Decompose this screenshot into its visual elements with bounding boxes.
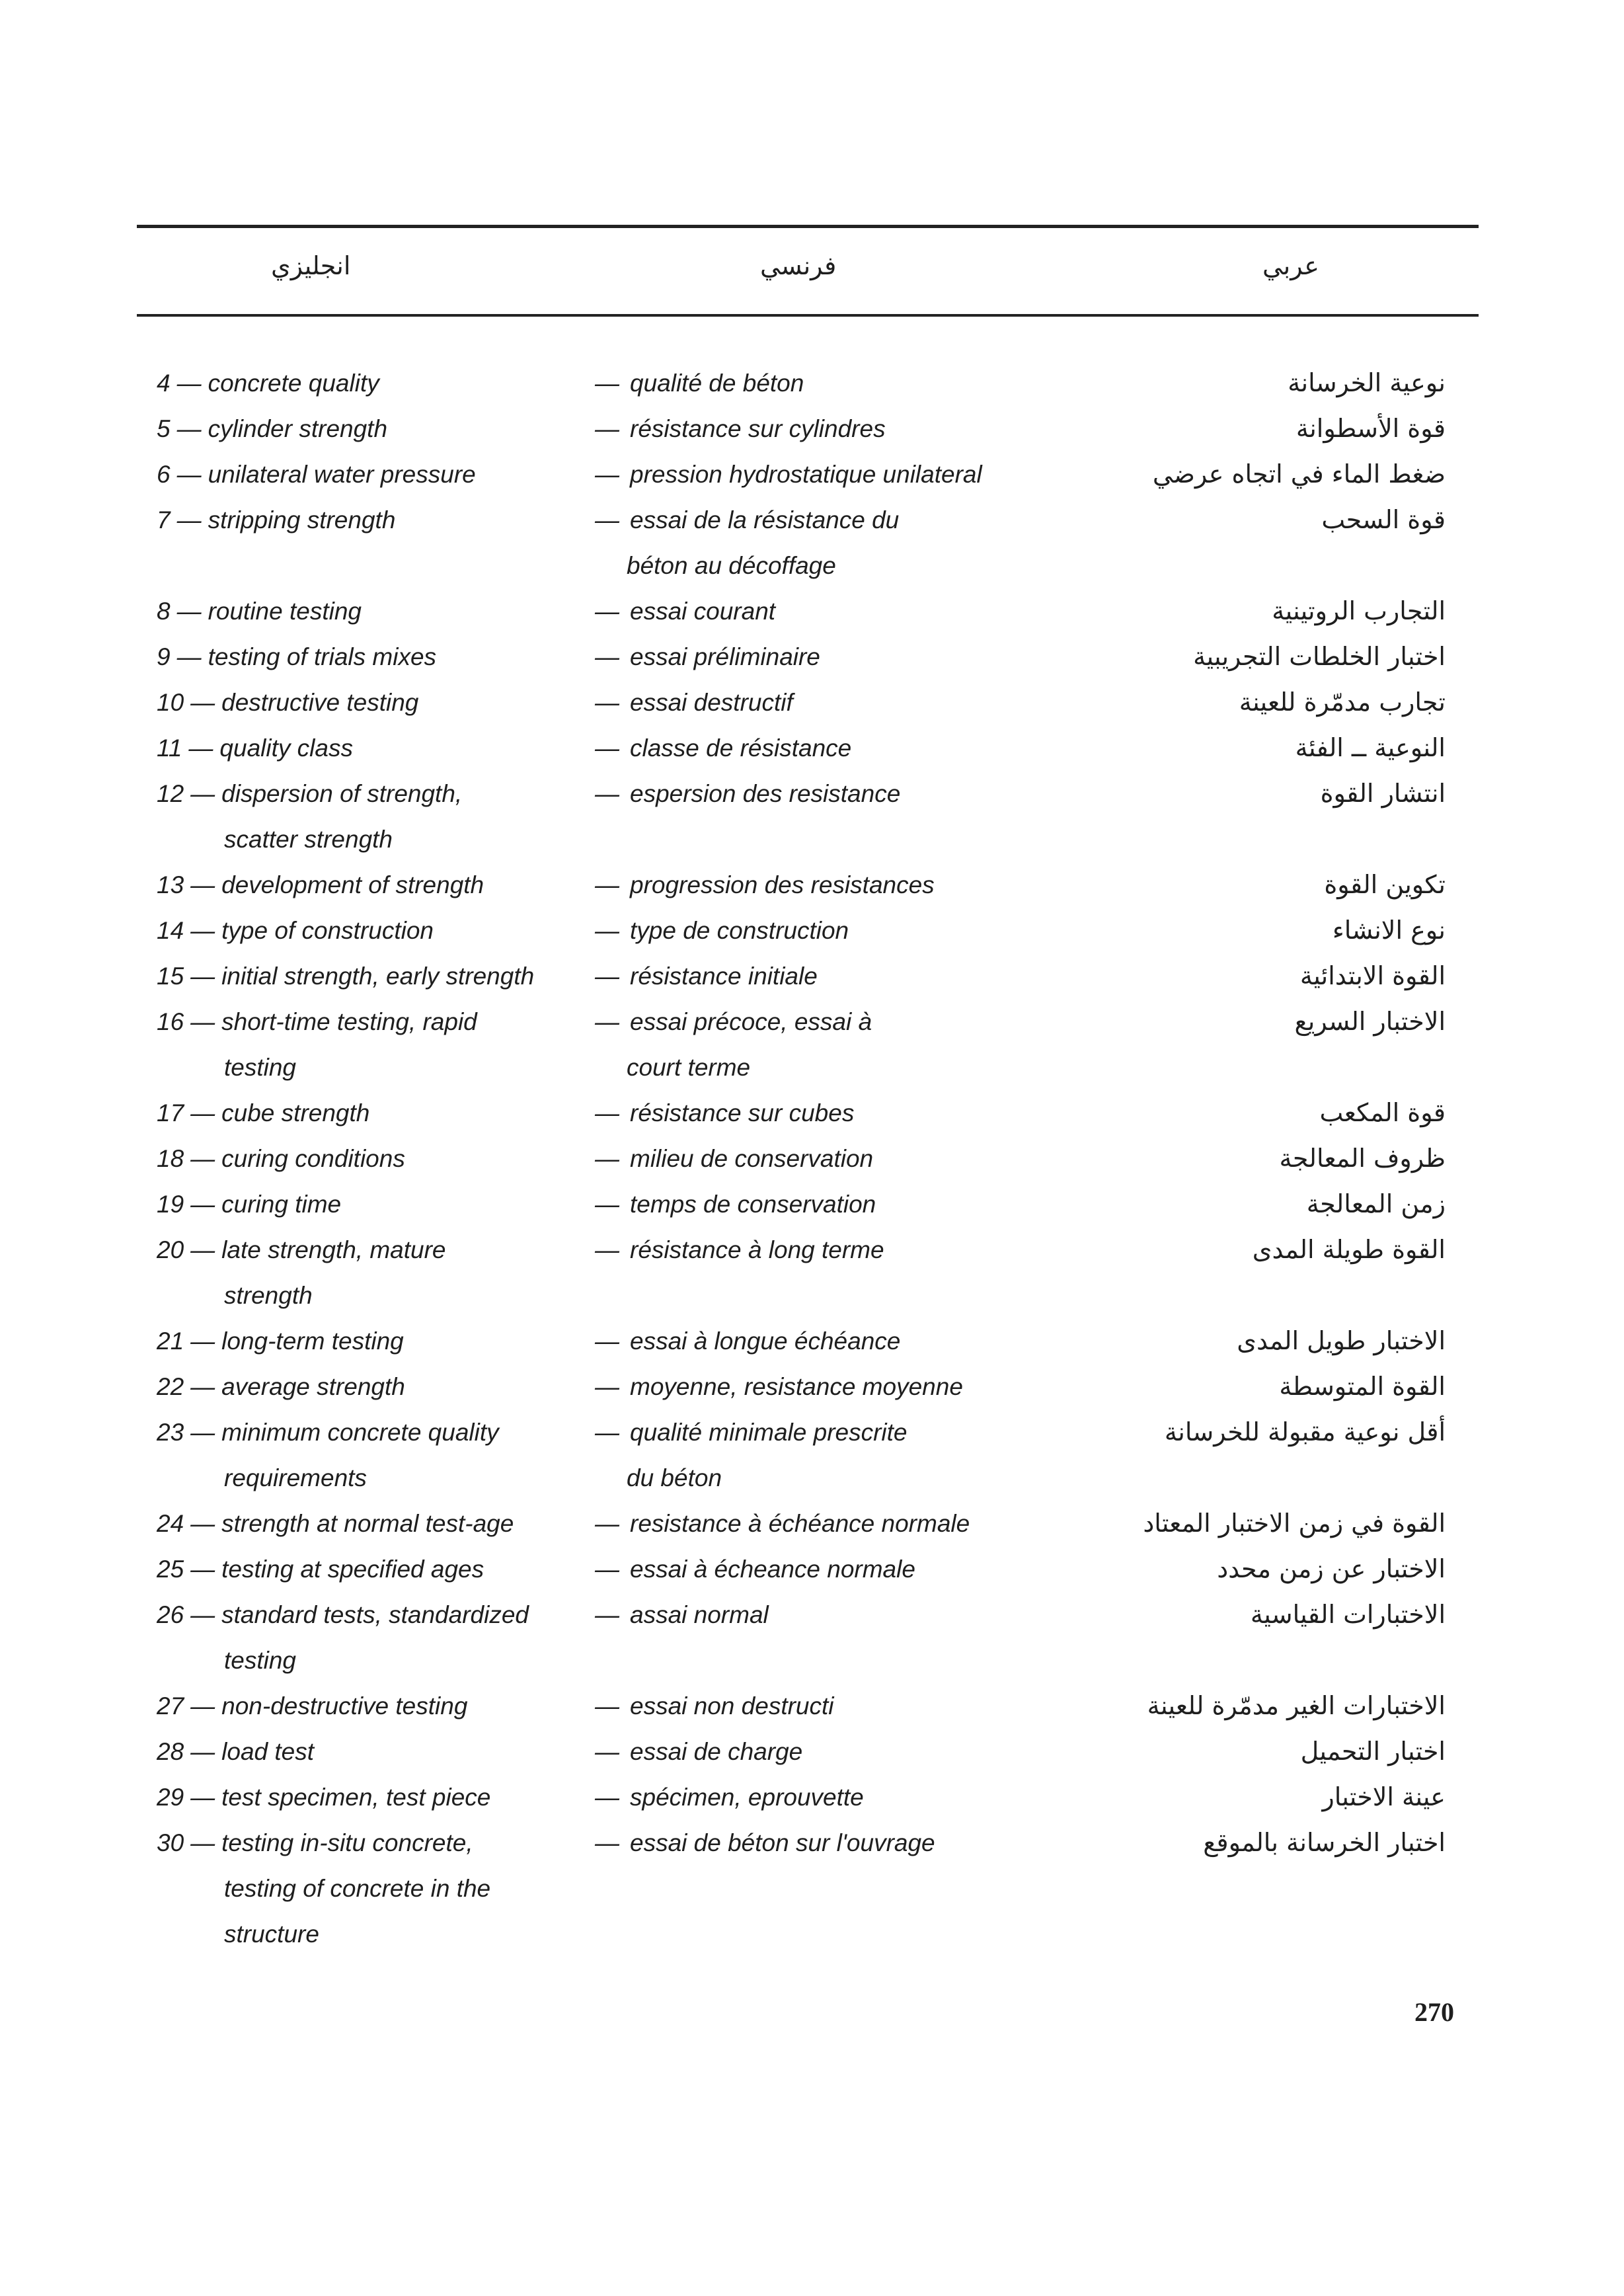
entry-number: 9	[157, 643, 171, 670]
arabic-term: تجارب مدمّرة للعينة	[1239, 688, 1446, 717]
arabic-term: نوع الانشاء	[1332, 916, 1446, 945]
glossary-entry	[0, 1592, 1624, 1684]
english-term-line: test specimen, test piece	[221, 1784, 491, 1811]
entry-dash: —	[595, 1191, 619, 1218]
entry-number: 28	[157, 1738, 184, 1765]
french-term-line: pression hydrostatique unilateral	[630, 461, 982, 488]
entry-number: 17	[157, 1099, 184, 1127]
arabic-term: نوعية الخرسانة	[1288, 368, 1446, 397]
entry-dash: —	[595, 461, 619, 488]
arabic-term: القوة المتوسطة	[1279, 1372, 1446, 1401]
english-term-line: minimum concrete quality	[221, 1419, 499, 1446]
entry-number: 19	[157, 1191, 184, 1218]
french-term	[595, 1820, 1084, 1866]
arabic-term: الاختبار طويل المدى	[1237, 1326, 1446, 1355]
glossary-entry	[0, 999, 1624, 1091]
glossary-entry	[0, 1820, 1624, 1948]
french-term	[595, 725, 1084, 771]
english-term-line: testing	[224, 1054, 297, 1081]
english-term	[157, 588, 580, 634]
english-term	[157, 634, 580, 680]
entry-number: 5	[157, 415, 171, 442]
english-term-line: routine testing	[208, 598, 362, 625]
french-term-line: résistance à long terme	[630, 1236, 884, 1263]
french-term-line: moyenne, resistance moyenne	[630, 1373, 963, 1400]
french-term	[595, 1409, 1084, 1501]
english-term	[157, 908, 580, 953]
entry-dash: —	[190, 1601, 215, 1628]
english-term	[157, 1774, 580, 1820]
french-term-line: essai de béton sur l'ouvrage	[630, 1829, 935, 1856]
entry-dash: —	[595, 689, 619, 716]
french-term	[595, 771, 1084, 816]
arabic-term: الاختبار السريع	[1294, 1007, 1446, 1036]
entry-number: 7	[157, 506, 171, 534]
english-term-line: testing of trials mixes	[208, 643, 437, 670]
french-term-line: essai de la résistance du	[630, 506, 900, 534]
french-term	[595, 1318, 1084, 1364]
english-term-line: curing conditions	[221, 1145, 405, 1172]
entry-dash: —	[595, 1373, 619, 1400]
french-term	[595, 1364, 1084, 1409]
glossary-entry	[0, 1409, 1624, 1502]
english-term	[157, 1181, 580, 1227]
entry-dash: —	[595, 506, 619, 534]
arabic-term: أقل نوعية مقبولة للخرسانة	[1164, 1417, 1446, 1446]
entry-dash: —	[595, 1738, 619, 1765]
entry-dash: —	[190, 1738, 215, 1765]
french-term	[595, 680, 1084, 725]
entry-dash: —	[595, 370, 619, 397]
entry-dash: —	[190, 1145, 215, 1172]
english-term-line: testing in-situ concrete,	[221, 1829, 473, 1856]
french-term	[595, 1683, 1084, 1729]
entry-dash: —	[595, 963, 619, 990]
header-top-rule	[137, 225, 1479, 228]
french-term	[595, 953, 1084, 999]
english-term-line: scatter strength	[224, 826, 393, 853]
entry-number: 29	[157, 1784, 184, 1811]
entry-dash: —	[190, 1327, 215, 1355]
entry-number: 8	[157, 598, 171, 625]
entry-dash: —	[176, 643, 202, 670]
english-term	[157, 452, 580, 497]
english-term	[157, 1729, 580, 1774]
english-term-line: long-term testing	[221, 1327, 404, 1355]
entry-dash: —	[595, 1419, 619, 1446]
english-term-line: quality class	[219, 734, 353, 762]
page-number: 270	[1414, 1997, 1454, 2027]
french-term-line: essai précoce, essai à	[630, 1008, 872, 1035]
english-term-line: testing	[224, 1647, 297, 1674]
entry-number: 24	[157, 1510, 184, 1537]
french-term	[595, 406, 1084, 452]
english-term-line: late strength, mature	[221, 1236, 446, 1263]
french-term	[595, 999, 1084, 1090]
entry-number: 21	[157, 1327, 184, 1355]
arabic-term: الاختبارات الغير مدمّرة للعينة	[1147, 1691, 1446, 1720]
arabic-term: زمن المعالجة	[1306, 1189, 1446, 1218]
french-term-line: essai non destructi	[630, 1692, 834, 1720]
entry-dash: —	[595, 1008, 619, 1035]
column-header-english: انجليزي	[271, 251, 351, 280]
entry-number: 23	[157, 1419, 184, 1446]
english-term	[157, 680, 580, 725]
french-term	[595, 497, 1084, 588]
english-term	[157, 1227, 580, 1318]
english-term-line: standard tests, standardized	[221, 1601, 529, 1628]
english-term	[157, 1090, 580, 1136]
arabic-term: الاختبار عن زمن محدد	[1217, 1554, 1446, 1583]
entry-number: 6	[157, 461, 171, 488]
arabic-term: قوة المكعب	[1319, 1098, 1446, 1127]
english-term-line: requirements	[224, 1464, 367, 1491]
french-term-line: temps de conservation	[630, 1191, 876, 1218]
french-term	[595, 908, 1084, 953]
arabic-term: قوة السحب	[1321, 505, 1446, 534]
french-term-line: essai à longue échéance	[630, 1327, 901, 1355]
entry-dash: —	[190, 1419, 215, 1446]
entry-dash: —	[595, 415, 619, 442]
english-term	[157, 862, 580, 908]
french-term-line: milieu de conservation	[630, 1145, 874, 1172]
glossary-entry	[0, 497, 1624, 590]
english-term-line: initial strength, early strength	[221, 963, 535, 990]
arabic-term: التجارب الروتينية	[1272, 596, 1446, 625]
entry-dash: —	[190, 871, 215, 898]
french-term	[595, 862, 1084, 908]
english-term-line: unilateral water pressure	[208, 461, 476, 488]
french-term-line: assai normal	[630, 1601, 769, 1628]
arabic-term: عينة الاختبار	[1322, 1782, 1446, 1811]
arabic-term: القوة الابتدائية	[1299, 961, 1446, 990]
entry-number: 27	[157, 1692, 184, 1720]
entry-dash: —	[176, 370, 202, 397]
english-term-line: strength at normal test-age	[221, 1510, 514, 1537]
entry-dash: —	[176, 506, 202, 534]
entry-number: 15	[157, 963, 184, 990]
entry-dash: —	[190, 1191, 215, 1218]
english-term	[157, 1820, 580, 1957]
french-term	[595, 1090, 1084, 1136]
english-term-line: dispersion of strength,	[221, 780, 463, 807]
english-term	[157, 360, 580, 406]
english-term-line: cube strength	[221, 1099, 370, 1127]
arabic-term: تكوين القوة	[1324, 870, 1446, 899]
entry-number: 22	[157, 1373, 184, 1400]
english-term-line: short-time testing, rapid	[221, 1008, 477, 1035]
entry-dash: —	[190, 963, 215, 990]
entry-number: 25	[157, 1556, 184, 1583]
entry-number: 18	[157, 1145, 184, 1172]
entry-dash: —	[190, 1829, 215, 1856]
english-term	[157, 1546, 580, 1592]
english-term-line: non-destructive testing	[221, 1692, 468, 1720]
english-term	[157, 1364, 580, 1409]
french-term	[595, 1136, 1084, 1181]
entry-dash: —	[190, 1008, 215, 1035]
french-term	[595, 1181, 1084, 1227]
entry-dash: —	[190, 1784, 215, 1811]
english-term	[157, 1592, 580, 1683]
english-term-line: average strength	[221, 1373, 405, 1400]
entry-dash: —	[176, 415, 202, 442]
arabic-term: اختبار الخرسانة بالموقع	[1203, 1828, 1446, 1857]
french-term	[595, 360, 1084, 406]
glossary-entry	[0, 1227, 1624, 1320]
english-term	[157, 1409, 580, 1501]
entry-dash: —	[595, 734, 619, 762]
french-term-line: classe de résistance	[630, 734, 852, 762]
entry-dash: —	[190, 1510, 215, 1537]
entry-number: 10	[157, 689, 184, 716]
arabic-term: قوة الأسطوانة	[1295, 414, 1446, 443]
entry-dash: —	[595, 1510, 619, 1537]
glossary-entry	[0, 771, 1624, 863]
entry-dash: —	[176, 461, 202, 488]
entry-number: 12	[157, 780, 184, 807]
french-term-line: espersion des resistance	[630, 780, 901, 807]
column-header-french: فرنسي	[760, 251, 837, 280]
entry-dash: —	[595, 1601, 619, 1628]
french-term-line: court terme	[627, 1054, 751, 1081]
english-term-line: stripping strength	[208, 506, 396, 534]
arabic-term: ظروف المعالجة	[1279, 1144, 1446, 1173]
english-term	[157, 1318, 580, 1364]
entry-number: 16	[157, 1008, 184, 1035]
entry-number: 11	[157, 734, 182, 762]
english-term	[157, 999, 580, 1090]
entry-dash: —	[595, 1145, 619, 1172]
english-term-line: cylinder strength	[208, 415, 388, 442]
english-term	[157, 725, 580, 771]
entry-dash: —	[595, 1327, 619, 1355]
french-term-line: essai destructif	[630, 689, 793, 716]
entry-dash: —	[595, 1784, 619, 1811]
english-term	[157, 406, 580, 452]
french-term-line: essai à écheance normale	[630, 1556, 915, 1583]
french-term-line: essai préliminaire	[630, 643, 820, 670]
arabic-term: النوعية ــ الفئة	[1295, 733, 1446, 762]
entry-dash: —	[188, 734, 213, 762]
entry-dash: —	[595, 1556, 619, 1583]
french-term-line: essai de charge	[630, 1738, 803, 1765]
entry-dash: —	[595, 1236, 619, 1263]
arabic-term: اختبار التحميل	[1300, 1737, 1446, 1766]
french-term	[595, 1729, 1084, 1774]
french-term-line: spécimen, eprouvette	[630, 1784, 864, 1811]
french-term	[595, 1592, 1084, 1638]
french-term-line: essai courant	[630, 598, 776, 625]
french-term-line: résistance initiale	[630, 963, 818, 990]
english-term-line: structure	[224, 1920, 319, 1948]
entry-dash: —	[190, 1236, 215, 1263]
french-term	[595, 1546, 1084, 1592]
arabic-term: اختبار الخلطات التجريبية	[1193, 642, 1446, 671]
french-term	[595, 1774, 1084, 1820]
english-term	[157, 1136, 580, 1181]
entry-dash: —	[595, 643, 619, 670]
entry-dash: —	[595, 780, 619, 807]
french-term-line: résistance sur cubes	[630, 1099, 855, 1127]
english-term	[157, 497, 580, 543]
header-bottom-rule	[137, 314, 1479, 317]
english-term	[157, 1501, 580, 1546]
entry-dash: —	[190, 689, 215, 716]
french-term	[595, 634, 1084, 680]
entry-dash: —	[595, 1099, 619, 1127]
entry-dash: —	[595, 871, 619, 898]
entry-dash: —	[595, 1692, 619, 1720]
english-term-line: testing at specified ages	[221, 1556, 484, 1583]
english-term-line: curing time	[221, 1191, 342, 1218]
english-term	[157, 953, 580, 999]
entry-dash: —	[595, 598, 619, 625]
french-term	[595, 1501, 1084, 1546]
entry-number: 13	[157, 871, 184, 898]
entry-number: 20	[157, 1236, 184, 1263]
entry-number: 26	[157, 1601, 184, 1628]
entry-dash: —	[190, 917, 215, 944]
entry-dash: —	[190, 1692, 215, 1720]
english-term-line: load test	[221, 1738, 315, 1765]
entry-number: 4	[157, 370, 171, 397]
entry-dash: —	[595, 1829, 619, 1856]
column-header-arabic: عربي	[1262, 251, 1319, 280]
entry-dash: —	[190, 1099, 215, 1127]
french-term-line: résistance sur cylindres	[630, 415, 886, 442]
entry-number: 14	[157, 917, 184, 944]
english-term	[157, 771, 580, 862]
english-term-line: testing of concrete in the	[224, 1875, 491, 1902]
english-term-line: development of strength	[221, 871, 484, 898]
french-term-line: qualité minimale prescrite	[630, 1419, 908, 1446]
french-term-line: béton au décoffage	[627, 552, 836, 579]
arabic-term: القوة طويلة المدى	[1252, 1235, 1446, 1264]
french-term-line: resistance à échéance normale	[630, 1510, 970, 1537]
arabic-term: القوة في زمن الاختبار المعتاد	[1143, 1509, 1446, 1538]
french-term-line: du béton	[627, 1464, 722, 1491]
english-term-line: type of construction	[221, 917, 434, 944]
entry-number: 30	[157, 1829, 184, 1856]
english-term-line: strength	[224, 1282, 313, 1309]
english-term-line: concrete quality	[208, 370, 379, 397]
arabic-term: انتشار القوة	[1320, 779, 1446, 808]
french-term-line: progression des resistances	[630, 871, 935, 898]
english-term-line: destructive testing	[221, 689, 419, 716]
french-term-line: type de construction	[630, 917, 849, 944]
french-term	[595, 588, 1084, 634]
entry-dash: —	[595, 917, 619, 944]
arabic-term: الاختبارات القياسية	[1250, 1600, 1446, 1629]
entry-dash: —	[190, 1373, 215, 1400]
arabic-term: ضغط الماء في اتجاه عرضي	[1152, 459, 1446, 489]
french-term	[595, 452, 1084, 497]
entry-dash: —	[176, 598, 202, 625]
entry-dash: —	[190, 1556, 215, 1583]
french-term	[595, 1227, 1084, 1273]
entry-dash: —	[190, 780, 215, 807]
english-term	[157, 1683, 580, 1729]
french-term-line: qualité de béton	[630, 370, 804, 397]
